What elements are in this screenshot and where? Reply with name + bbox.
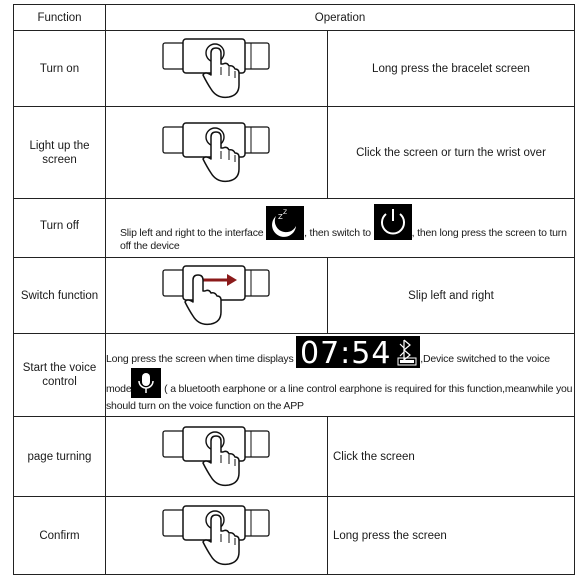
function-cell: Confirm [14,497,106,575]
time-display [296,336,420,368]
operation-cell: Long press the screen [328,497,575,575]
operation-cell [106,334,575,417]
function-cell: Start the voice control [14,334,106,417]
header-operation: Operation [106,5,575,31]
svg-text:Z: Z [283,208,288,216]
operation-text: , then switch to [304,226,374,239]
illustration-cell [106,258,328,334]
svg-text:07:54: 07:54 [300,336,392,368]
power-icon [374,204,412,240]
illustration-cell [106,417,328,497]
operation-cell: Click the screen or turn the wrist over [328,107,575,199]
svg-text:Z: Z [278,212,283,221]
operation-cell: Long press the bracelet screen [328,31,575,107]
table-row [14,199,575,258]
operation-text: ,Device switched to the voice mode [106,353,550,395]
press-band-icon [161,498,273,568]
table-row [14,417,575,497]
operation-cell: Slip left and right [328,258,575,334]
operation-cell: Click the screen [328,417,575,497]
press-band-icon [161,31,273,101]
table-row [14,334,575,417]
swipe-band-icon [161,258,273,328]
press-band-icon [161,115,273,185]
function-cell: Turn on [14,31,106,107]
table-header-row [14,5,575,31]
table-row [14,258,575,334]
table-row [14,31,575,107]
function-cell: Light up the screen [14,107,106,199]
operation-text: Long press the screen when time displays [106,353,297,365]
function-cell: page turning [14,417,106,497]
operation-text: ( a bluetooth earphone or a line control earphone is required for this function,meanwhile you should turn on the voice function on the APP [106,383,573,412]
microphone-icon [131,368,161,398]
sleep-icon [266,206,304,240]
function-cell: Turn off [14,199,106,258]
operation-cell [106,199,575,258]
press-band-icon [161,419,273,489]
illustration-cell [106,107,328,199]
operation-table [13,4,575,575]
table-row [14,107,575,199]
function-cell: Switch function [14,258,106,334]
operation-text: , then long press the screen to turn off the device [120,226,567,252]
illustration-cell [106,31,328,107]
header-function: Function [14,5,106,31]
operation-text: Slip left and right to the interface [120,226,267,239]
table-row [14,497,575,575]
illustration-cell [106,497,328,575]
